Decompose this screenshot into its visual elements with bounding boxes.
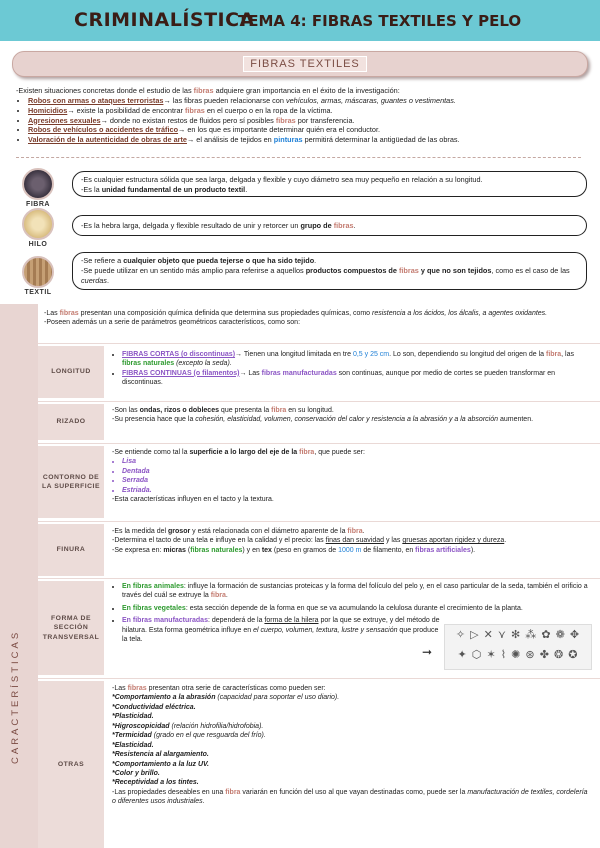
divider [38,521,600,522]
fibra-image [22,168,54,200]
contorno-label: CONTORNO DE LA SUPERFICIE [38,446,104,518]
section-banner [12,51,588,77]
list-item: • Robos con armas o ataques terroristas→ las fibras pueden relacionarse con vehículos, armas, máscaras, guantes o vestimentas. [28,96,591,106]
section-banner-label: FIBRAS TEXTILES [243,56,367,72]
longitud-label: LONGITUD [38,346,104,398]
header-title: CRIMINALÍSTICA [74,9,255,31]
otras-label: OTRAS [38,681,104,848]
fibra-definition: -Es cualquier estructura sólida que sea larga, delgada y flexible y cuyo diámetro sea muy pequeño en relación a su longitud. -Es la unidad fundamental de un producto textil. [72,171,587,197]
cross-section-shapes-image: ✧ ▷ ✕ ⋎ ✻ ⁂ ✿ ❁ ✥ ✦ ⬡ ✶ ⌇ ✺ ⊛ ✤ ❂ ✪ [444,624,592,670]
intro-lead: -Existen situaciones concretas donde el estudio de las fibras adquiere gran importancia en el éxito de la investigación: [16,86,400,95]
divider [38,578,600,579]
divider [38,678,600,679]
finura-text: -Es la medida del grosor y está relacionada con el diámetro aparente de la fibra. -Determina el tacto de una tela e influye en la calidad y el precio: las finas dan suavidad y las gruesas aportan rigidez y dureza. -Se expresa en: micras (fibras naturales) y en tex (peso en gramos de 1000 m de filamento, en fibras artificiales). [112,528,507,554]
list-item: • Homicidios→ existe la posibilidad de encontrar fibras en el cuerpo o en la ropa de la víctima. [28,106,591,116]
caracteristicas-sidebar [0,304,38,848]
list-item: • Agresiones sexuales→ donde no existan restos de fluidos pero sí posibles fibras por transferencia. [28,116,591,126]
divider [38,343,600,344]
fibra-label: FIBRA [26,201,50,208]
divider [38,401,600,402]
intro-block [16,86,591,145]
forma-text: • En fibras animales: influye la formación de sustancias proteicas y la forma del folículo del pelo y, en el caso particular de la seda, también el orificio a través del cuál se extruye la fibra. • En fibras vegetales: esta sección depende de la forma en que se va acumulando la celulosa durante el crecimiento de la planta. • En fibras manufacturadas: dependerá de la forma de la hilera por la que se extruye, y del método de hilatura. Esta forma geométrica influye en el cuerpo, volumen, textura, lustre y sensación que produce la tela. [112,582,590,645]
divider [16,157,581,158]
textil-label: TEXTIL [24,289,52,296]
hilo-definition: -Es la hebra larga, delgada y flexible resultado de unir y retorcer un grupo de fibras. [72,215,587,236]
textil-definition: -Se refiere a cualquier objeto que pueda tejerse o que ha sido tejido. -Se puede utilizar en un sentido más amplio para referirse a aquellos productos compuestos de fibras y que no son tejidos, como es el caso de las cuerdas. [72,252,587,290]
longitud-text: • FIBRAS CORTAS (o discontinuas)→ Tienen una longitud limitada en tre 0,5 y 25 cm. Lo son, dependiendo su longitud del origen de la fibra, las fibras naturales (excepto la seda). • FIBRAS CONTINUAS (o filamentos)→ Las fibras manufacturadas son continuas, aunque por medio de cortes se pueden transformar en discontinuas. [112,350,590,388]
forma-label: FORMA DE SECCIÓN TRANSVERSAL [38,581,104,675]
divider [38,443,600,444]
header-bar [0,0,600,41]
rizado-text: -Son las ondas, rizos o dobleces que presenta la fibra en su longitud. -Su presencia hace que la cohesión, elasticidad, volumen, conservación del calor y resistencia a la abrasión y a la absorción aumenten. [112,407,534,424]
caract-intro: -Las fibras presentan una composición química definida que determina sus propiedades químicas, como resistencia a los ácidos, los álcalis, a agentes oxidantes. -Poseen además un a serie de parámetros geométricos característicos, como son: [44,310,548,327]
caracteristicas-title: CARACTERÍSTICAS [10,629,21,764]
rizado-label: RIZADO [38,404,104,440]
list-item: • Robos de vehículos o accidentes de tráfico→ en los que es importante determinar quién era el conductor. [28,125,591,135]
arrow-right-icon: ➞ [422,645,433,659]
finura-label: FINURA [38,524,104,576]
otras-text: -Las fibras presentan otra serie de características como pueden ser: *Comportamiento a la abrasión (capacidad para soportar el uso diario). *Conductividad eléctrica. *Plasticidad. *Higroscopicidad (relación hidrofilia/hidrofobia). *Termicidad (grado en el que resguarda del frío). *Elasticidad. *Resistencia al alargamiento. *Comportamiento a la luz UV. *Color y brillo. *Receptividad a los tintes. -Las propiedades deseables en una fibra variarán en función del uso al que vayan destinadas como, puede ser la manufacturación de textiles, cordelería o diferentes usos industriales. [112,685,588,806]
contorno-text: -Se entiende como tal la superficie a lo largo del eje de la fibra, que puede ser: • Lisa • Dentada • Serrada • Estriada. -Esta características influyen en el tacto y la textura. [112,448,590,505]
header-topic: TEMA 4: FIBRAS TEXTILES Y PELO [238,12,522,30]
list-item: • Valoración de la autenticidad de obras de arte→ el análisis de tejidos en pinturas permitirá determinar la antigüedad de las obras. [28,135,591,145]
hilo-label: HILO [28,241,48,248]
hilo-image [22,208,54,240]
textil-image [22,256,54,288]
